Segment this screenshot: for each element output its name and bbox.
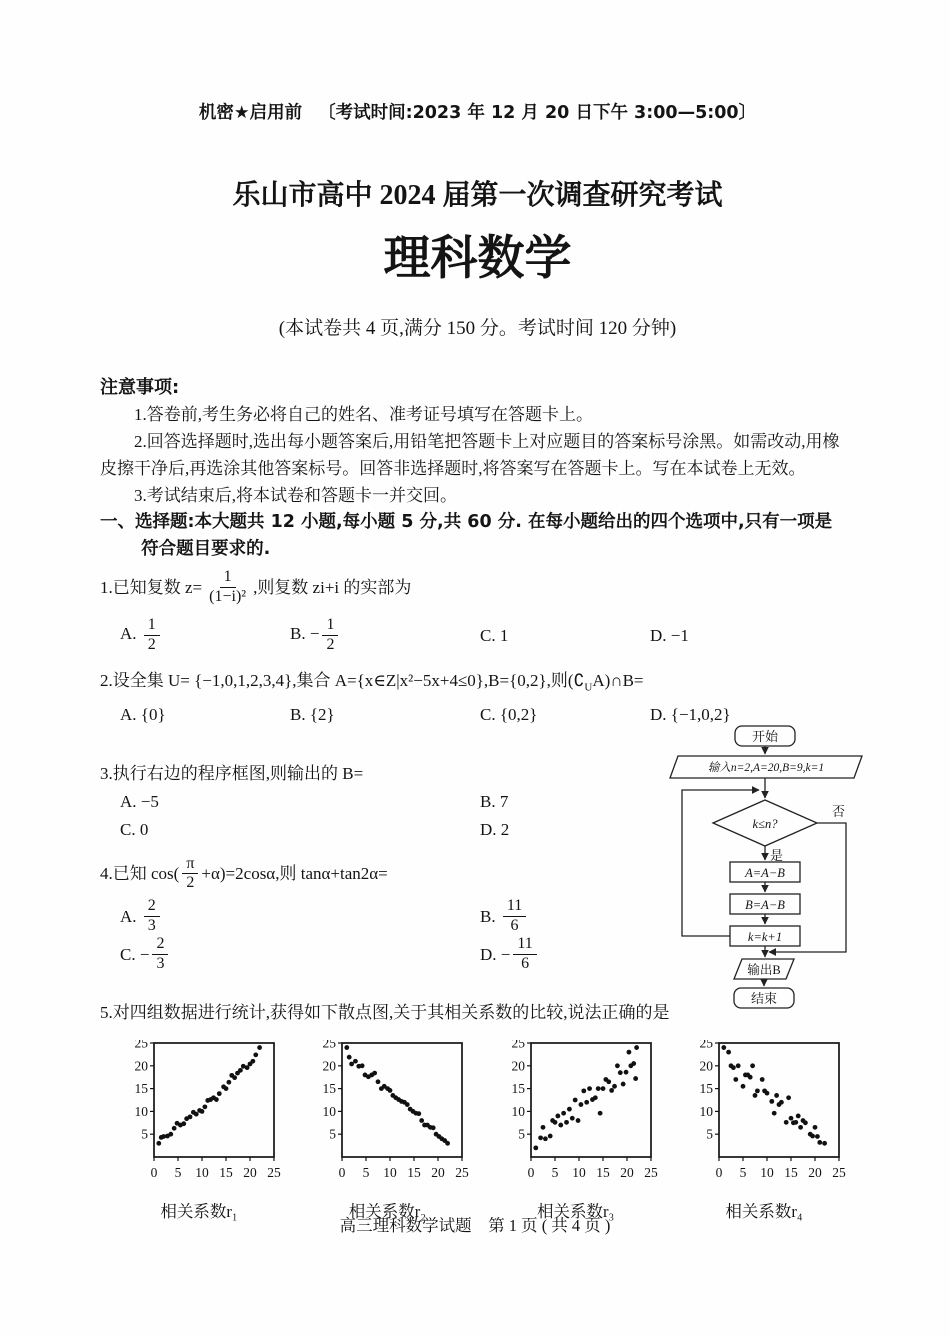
end-node-label: 结束: [750, 991, 778, 1006]
fraction: $\frac{11}{6}$: [513, 935, 536, 973]
fraction: $\frac{1}{\text{(1−i)²}}$: [209, 568, 247, 605]
svg-text:20: 20: [322, 1058, 337, 1074]
svg-text:10: 10: [383, 1164, 398, 1180]
chart-caption: 相关系数r₃: [537, 1201, 615, 1221]
scatter-chart: [679, 1040, 849, 1188]
svg-text:15: 15: [595, 1164, 610, 1180]
svg-text:10: 10: [322, 1103, 337, 1119]
question-4-options-row-2: [100, 935, 665, 973]
input-node-label: 输入n=2,A=20,B=9,k=1: [707, 762, 825, 774]
question-5-stem: 5.对四组数据进行统计,获得如下散点图,关于其相关系数的比较,说法正确的是: [100, 1002, 670, 1022]
svg-text:20: 20: [511, 1058, 525, 1074]
scatter-plot-r4: [679, 1040, 849, 1225]
page-footer: 高三理科数学试题 第 1 页 ( 共 4 页 ): [339, 1216, 611, 1235]
security-label: 机密★启用前: [198, 103, 303, 123]
svg-text:25: 25: [643, 1164, 658, 1180]
svg-text:10: 10: [760, 1164, 774, 1180]
svg-text:20: 20: [808, 1164, 822, 1180]
option-b: B. − $\frac{1}{2}$: [290, 616, 480, 654]
svg-text:25: 25: [511, 1039, 525, 1051]
scatter-chart: [114, 1040, 284, 1188]
option-b: B. {2}: [290, 705, 335, 725]
svg-text:5: 5: [551, 1164, 559, 1180]
svg-text:10: 10: [571, 1164, 586, 1180]
step3-node-label: k=k+1: [747, 930, 783, 944]
svg-text:10: 10: [195, 1164, 209, 1180]
svg-text:5: 5: [141, 1126, 148, 1142]
svg-text:10: 10: [511, 1103, 525, 1119]
scatter-plot-r3: [491, 1040, 661, 1225]
fraction: $\frac{1}{2}$: [322, 616, 338, 654]
condition-node-label: k≤n?: [752, 817, 778, 831]
scatter-chart: [491, 1040, 661, 1188]
notice-item-2: 2.回答选择题时,选出每小题答案后,用铅笔把答题卡上对应题目的答案标号涂黑。如需改动,用橡皮擦干净后,再选涂其他答案标号。回答非选择题时,将答案写在答题卡上。写在本试卷上无效。: [100, 432, 840, 478]
svg-text:15: 15: [784, 1164, 798, 1180]
option-d: D. 2: [480, 819, 510, 839]
option-c: C. 1: [480, 625, 509, 645]
svg-text:25: 25: [832, 1164, 846, 1180]
scatter-plot-r2: [302, 1040, 472, 1225]
option-a: A. $\frac{2}{3}$: [120, 897, 480, 935]
question-3-options-row-1: [100, 787, 665, 815]
option-c: C. {0,2}: [480, 705, 538, 725]
chart-caption: 相关系数r₁: [160, 1201, 238, 1221]
option-d: D. −1: [650, 625, 689, 645]
question-1-options: [100, 611, 855, 659]
fraction: $\frac{\pi}{2}$: [182, 855, 198, 893]
program-flowchart: [660, 724, 872, 1016]
svg-text:15: 15: [134, 1081, 148, 1097]
option-c: C. 0: [120, 819, 149, 839]
svg-text:5: 5: [739, 1164, 747, 1180]
question-4-options-row-1: [100, 897, 665, 935]
notice-item-3: 3.考试结束后,将本试卷和答题卡一并交回。: [134, 486, 457, 505]
svg-text:10: 10: [134, 1103, 148, 1119]
svg-text:0: 0: [527, 1164, 535, 1180]
option-c: C. − $\frac{2}{3}$: [120, 935, 480, 973]
chart-caption: 相关系数r₂: [348, 1201, 426, 1221]
section-heading: 一、选择题:本大题共 12 小题,每小题 5 分,共 60 分. 在每小题给出的四个选项中,只有一项是 符合题目要求的.: [100, 512, 833, 559]
paper-info: (本试卷共 4 页,满分 150 分。考试时间 120 分钟): [278, 318, 677, 339]
start-node-label: 开始: [751, 729, 779, 744]
svg-text:15: 15: [407, 1164, 422, 1180]
exam-title: 乐山市高中 2024 届第一次调查研究考试: [232, 180, 723, 211]
svg-text:20: 20: [619, 1164, 634, 1180]
svg-text:15: 15: [322, 1081, 337, 1097]
svg-text:10: 10: [699, 1103, 713, 1119]
svg-text:0: 0: [715, 1164, 723, 1180]
question-3-stem: 3.执行右边的程序框图,则输出的 B=: [100, 764, 364, 784]
subscript-u: U: [584, 681, 593, 694]
fraction: $\frac{2}{3}$: [144, 897, 160, 935]
output-node-label: 输出B: [747, 963, 781, 977]
svg-text:5: 5: [174, 1164, 182, 1180]
svg-text:25: 25: [455, 1164, 470, 1180]
svg-text:20: 20: [243, 1164, 257, 1180]
question-3-options-row-2: [100, 815, 665, 843]
svg-text:25: 25: [322, 1039, 337, 1051]
fraction: $\frac{11}{6}$: [503, 897, 526, 935]
svg-text:15: 15: [699, 1081, 713, 1097]
svg-text:15: 15: [511, 1081, 525, 1097]
notice-heading: 注意事项:: [100, 377, 180, 398]
step2-node-label: B=A−B: [745, 898, 785, 912]
svg-text:25: 25: [699, 1039, 713, 1051]
step1-node-label: A=A−B: [745, 866, 785, 880]
svg-text:0: 0: [150, 1164, 158, 1180]
option-a: A. $\frac{1}{2}$: [120, 616, 290, 654]
scatter-plot-r1: [114, 1040, 284, 1225]
yes-branch-label: 是: [770, 848, 784, 863]
svg-text:5: 5: [517, 1126, 525, 1142]
option-d: D. − $\frac{11}{6}$: [480, 935, 665, 973]
question-2-stem: 2.设全集 U= {−1,0,1,2,3,4},集合 A={x∈Z|x²−5x+4≤0},B={0,2},则$(∁_UA)\cap B=$: [100, 671, 644, 694]
svg-text:20: 20: [431, 1164, 446, 1180]
notice-item-1: 1.答卷前,考生务必将自己的姓名、准考证号填写在答题卡上。: [134, 405, 593, 424]
svg-text:25: 25: [134, 1039, 148, 1051]
svg-text:0: 0: [338, 1164, 346, 1180]
svg-text:15: 15: [219, 1164, 233, 1180]
option-a: A. −5: [120, 791, 159, 811]
scatter-plots-row: [114, 1040, 849, 1225]
exam-time-label: 〔考试时间:2023 年 12 月 20 日下午 3:00—5:00〕: [318, 103, 757, 123]
fraction: $\frac{2}{3}$: [152, 935, 168, 973]
fraction: $\frac{1}{2}$: [144, 616, 160, 654]
question-1-stem: 1.已知复数 z= $\frac{1}{\text{(1−i)²}}$ ,则复数 zi+i 的实部为: [100, 568, 412, 605]
option-b: B. $\frac{11}{6}$: [480, 897, 665, 935]
question-4-stem: 4.已知 cos( $\frac{\pi}{2}$ +α)=2cosα,则 tanα+tan2α=: [100, 854, 388, 891]
question-3-4-block: [100, 760, 665, 973]
option-a: A. {0}: [120, 705, 166, 725]
svg-text:5: 5: [706, 1126, 713, 1142]
svg-text:20: 20: [699, 1058, 713, 1074]
svg-text:5: 5: [362, 1164, 370, 1180]
confidential-header: [100, 100, 855, 127]
subject-title: 理科数学: [383, 233, 572, 285]
svg-text:20: 20: [134, 1058, 148, 1074]
option-b: B. 7: [480, 791, 509, 811]
no-branch-label: 否: [832, 804, 846, 819]
svg-text:5: 5: [329, 1126, 337, 1142]
chart-caption: 相关系数r₄: [725, 1201, 803, 1221]
option-d: D. {−1,0,2}: [650, 705, 731, 725]
scatter-chart: [302, 1040, 472, 1188]
svg-text:25: 25: [267, 1164, 281, 1180]
